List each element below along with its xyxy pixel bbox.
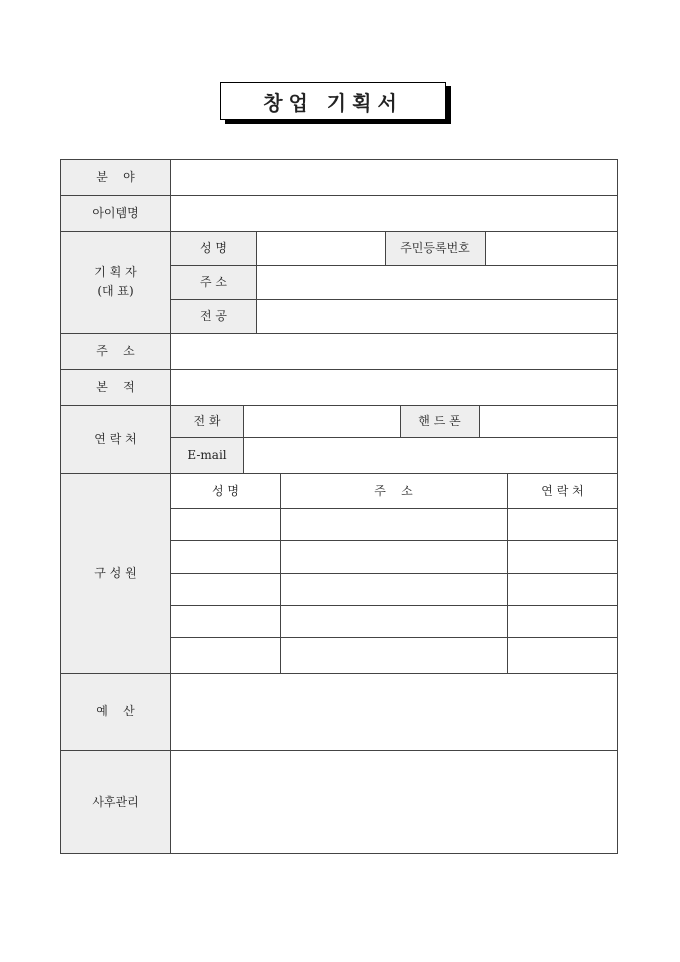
label-contact-text: 연 락 처	[94, 431, 137, 446]
item-name-value-cell[interactable]	[171, 195, 618, 231]
label-field	[60, 159, 171, 195]
label-phone	[171, 405, 243, 437]
phone-value-cell[interactable]	[243, 405, 400, 437]
address-value-cell[interactable]	[171, 333, 618, 369]
label-name-text: 성 명	[200, 240, 227, 255]
label-aftercare-text: 사후관리	[92, 794, 139, 809]
budget-value-cell[interactable]	[171, 673, 618, 750]
label-budget	[60, 673, 171, 750]
members-name-column[interactable]	[171, 508, 280, 673]
label-planner-address	[171, 265, 256, 299]
aftercare-value-cell[interactable]	[171, 750, 618, 854]
major-value-cell[interactable]	[256, 299, 618, 333]
members-header-contact-text: 연 락 처	[541, 484, 584, 498]
label-address-text: 주 소	[96, 343, 135, 358]
label-field-text: 분 야	[96, 169, 135, 184]
members-contact-column[interactable]	[507, 508, 618, 673]
members-header-name-text: 성 명	[212, 484, 239, 498]
label-email-text: E-mail	[187, 447, 227, 462]
label-aftercare	[60, 750, 171, 854]
label-item-name-text: 아이템명	[92, 205, 139, 220]
resident-no-value-cell[interactable]	[485, 231, 618, 265]
label-planner	[60, 231, 171, 333]
mobile-value-cell[interactable]	[479, 405, 618, 437]
label-members-text: 구 성 원	[94, 565, 137, 580]
members-header-address	[280, 473, 507, 508]
label-budget-text: 예 산	[96, 704, 135, 718]
members-header-address-text: 주 소	[374, 484, 413, 498]
label-planner-text: 기 획 자 (대 표)	[94, 265, 137, 298]
label-name	[171, 231, 256, 265]
planner-address-value-cell[interactable]	[256, 265, 618, 299]
hometown-value-cell[interactable]	[171, 369, 618, 405]
label-members	[60, 473, 171, 673]
label-phone-text: 전 화	[193, 413, 221, 428]
members-address-column[interactable]	[280, 508, 507, 673]
label-major-text: 전 공	[200, 308, 227, 323]
field-value-cell[interactable]	[171, 159, 618, 195]
label-email	[171, 437, 243, 473]
email-value-cell[interactable]	[243, 437, 618, 473]
label-address	[60, 333, 171, 369]
members-header-contact	[507, 473, 618, 508]
label-mobile	[400, 405, 479, 437]
name-value-cell[interactable]	[256, 231, 385, 265]
document-title: 창업 기획서	[263, 90, 403, 115]
label-planner-address-text: 주 소	[200, 274, 227, 289]
label-mobile-text: 핸 드 폰	[418, 413, 461, 428]
label-hometown-text: 본 적	[96, 379, 135, 394]
label-contact	[60, 405, 171, 473]
label-hometown	[60, 369, 171, 405]
title-box	[220, 82, 446, 120]
label-resident-no	[385, 231, 485, 265]
label-item-name	[60, 195, 171, 231]
label-resident-no-text: 주민등록번호	[400, 240, 470, 255]
members-header-name	[171, 473, 280, 508]
label-major	[171, 299, 256, 333]
